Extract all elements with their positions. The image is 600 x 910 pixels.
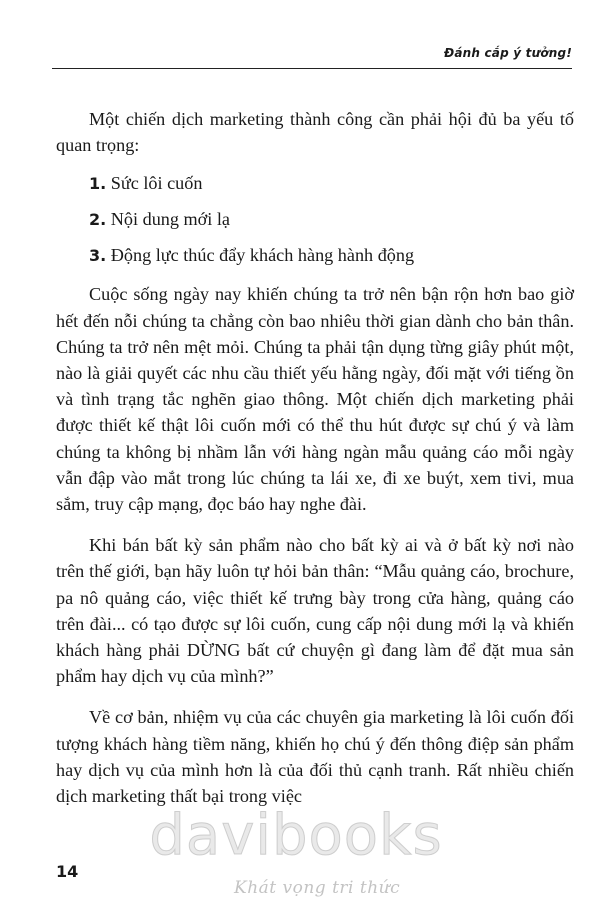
list-item: 3. Động lực thúc đẩy khách hàng hành động	[89, 245, 415, 266]
body-paragraph: Về cơ bản, nhiệm vụ của các chuyên gia marketing là lôi cuốn đối tượng khách hàng tiềm năng, khiến họ chú ý đến thông điệp sản phẩm hay dịch vụ của mình hơn là của đối thủ cạnh tranh. Rất nhiều chiến dịch marketing thất bại trong việc	[56, 707, 574, 807]
body-paragraph: Khi bán bất kỳ sản phẩm nào cho bất kỳ ai và ở bất kỳ nơi nào trên thế giới, bạn hãy luôn tự hỏi bản thân: “Mẫu quảng cáo, brochure, pa nô quảng cáo, việc thiết kế trưng bày trong cửa hàng, quảng cáo trên đài... có tạo được sự lôi cuốn, cung cấp nội dung mới lạ và khiến khách hàng phải DỪNG bất cứ chuyện gì đang làm để đặt mua sản phẩm hay dịch vụ của mình?”	[56, 535, 574, 687]
running-header: Đánh cắp ý tưởng!	[443, 46, 572, 60]
body-paragraph: Cuộc sống ngày nay khiến chúng ta trở nên bận rộn hơn bao giờ hết đến nỗi chúng ta chẳng còn bao nhiêu thời gian dành cho bản thân. Chúng ta trở nên mệt mỏi. Chúng ta phải tận dụng từng giây phút một, nào là giải quyết các nhu cầu thiết yếu hằng ngày, đối mặt với tiếng ồn và tình trạng tắc nghẽn giao thông. Một chiến dịch marketing phải được thiết kế thật lôi cuốn mới có thể thu hút được sự chú ý và làm chúng ta không bị nhầm lẫn với hàng ngàn mẫu quảng cáo mỗi ngày vẫn đập vào mắt trong lúc chúng ta lái xe, đi xe buýt, xem tivi, mua sắm, truy cập mạng, đọc báo hay nghe đài.	[56, 284, 574, 515]
header-rule	[52, 68, 572, 69]
list-item: 2. Nội dung mới lạ	[89, 209, 231, 230]
intro-paragraph: Một chiến dịch marketing thành công cần phải hội đủ ba yếu tố quan trọng:	[56, 109, 574, 156]
watermark-tagline: Khát vọng tri thức	[234, 878, 401, 898]
page-body	[56, 106, 574, 809]
watermark-logo: davibooks	[149, 803, 443, 868]
factor-list	[56, 170, 574, 269]
list-item: 1. Sức lôi cuốn	[89, 173, 203, 194]
page-number: 14	[56, 862, 79, 881]
